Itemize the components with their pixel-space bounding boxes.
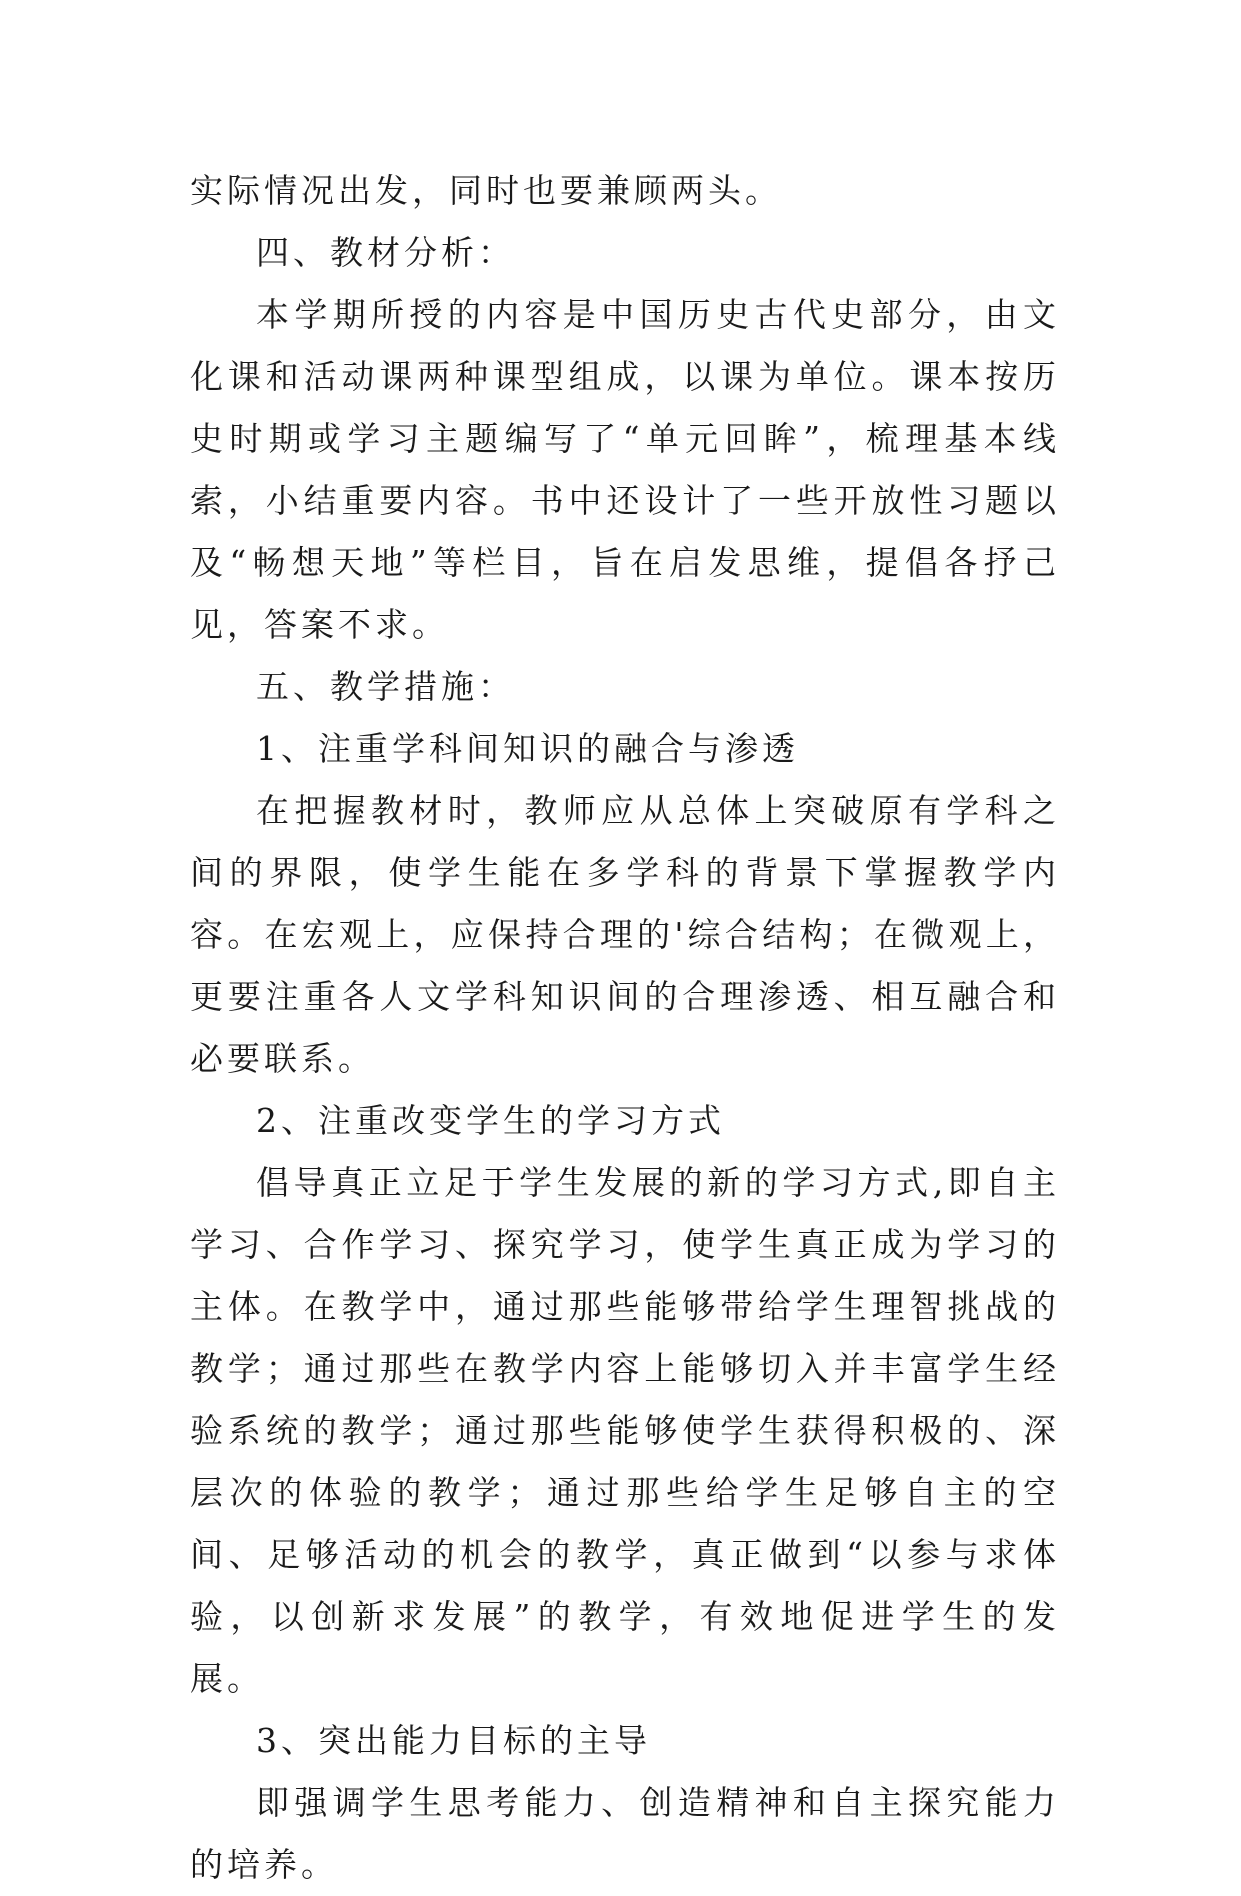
document-body <box>190 160 1060 1896</box>
paragraph-measure-2: 倡导真正立足于学生发展的新的学习方式,即自主学习、合作学习、探究学习，使学生真正成为学习的主体。在教学中，通过那些能够带给学生理智挑战的教学；通过那些在教学内容上能够切入并丰富学生经验系统的教学；通过那些能够使学生获得积极的、深层次的体验的教学；通过那些给学生足够自主的空间、足够活动的机会的教学，真正做到“以参与求体验，以创新求发展”的教学，有效地促进学生的发展。 <box>190 1163 1060 1698</box>
paragraph-measure-3: 即强调学生思考能力、创造精神和自主探究能力的培养。 <box>190 1783 1060 1884</box>
paragraph-measure-1: 在把握教材时，教师应从总体上突破原有学科之间的界限，使学生能在多学科的背景下掌握教学内容。在宏观上，应保持合理的'综合结构；在微观上，更要注重各人文学科知识间的合理渗透、相互融合和必要联系。 <box>190 791 1060 1078</box>
section-heading-textbook-analysis: 四、教材分析： <box>256 233 515 272</box>
subheading-measure-2: 2、注重改变学生的学习方式 <box>256 1101 725 1140</box>
paragraph-continuation: 实际情况出发，同时也要兼顾两头。 <box>190 171 782 210</box>
section-heading-teaching-measures: 五、教学措施： <box>256 667 515 706</box>
subheading-measure-1: 1、注重学科间知识的融合与渗透 <box>256 729 799 768</box>
paragraph-textbook-analysis: 本学期所授的内容是中国历史古代史部分，由文化课和活动课两种课型组成，以课为单位。课本按历史时期或学习主题编写了“单元回眸”，梳理基本线索，小结重要内容。书中还设计了一些开放性习题以及“畅想天地”等栏目，旨在启发思维，提倡各抒己见，答案不求。 <box>190 295 1060 644</box>
subheading-measure-3: 3、突出能力目标的主导 <box>256 1721 651 1760</box>
